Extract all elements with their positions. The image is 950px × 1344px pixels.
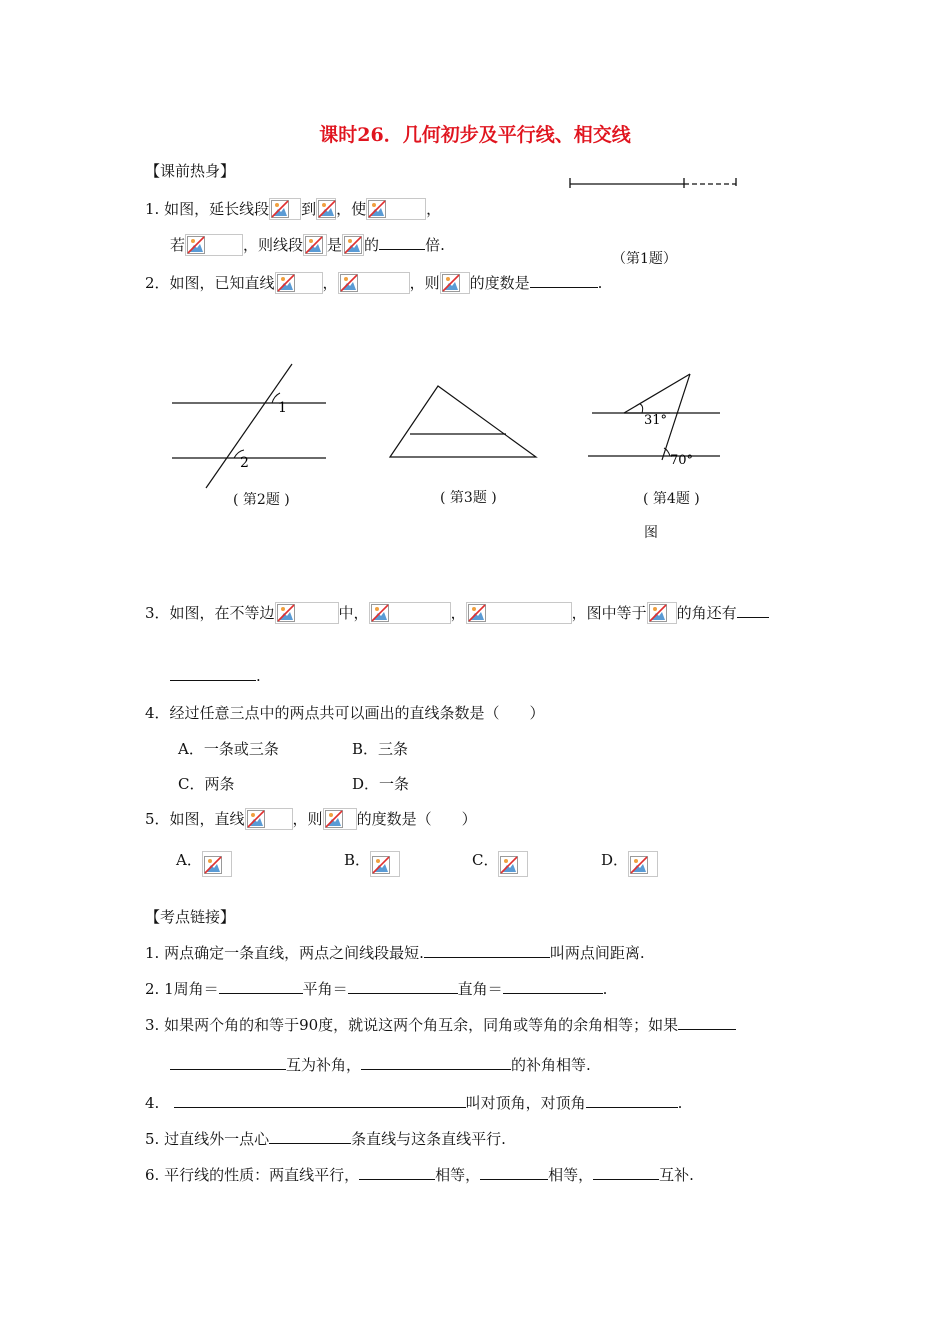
option-4-a[interactable]: A．一条或三条 — [178, 740, 279, 758]
question-2: 2．如图，已知直线 ， ，则 的度数是 . — [145, 274, 603, 292]
angle-1-label: 1 — [278, 400, 287, 416]
broken-image-icon — [204, 856, 222, 874]
option-5-d[interactable]: D． — [601, 850, 658, 877]
formula-image — [269, 198, 301, 220]
option-4-c[interactable]: C．两条 — [178, 775, 235, 793]
formula-image — [342, 234, 364, 256]
broken-image-icon — [371, 604, 389, 622]
answer-blank[interactable] — [424, 943, 550, 958]
broken-image-icon — [305, 236, 323, 254]
formula-image — [275, 602, 339, 624]
answer-blank[interactable] — [379, 235, 425, 250]
point-5: 5. 过直线外一点心 条直线与这条直线平行. — [145, 1130, 506, 1148]
answer-blank[interactable] — [359, 1165, 435, 1180]
formula-image — [366, 198, 426, 220]
figure-1-caption: （第1题） — [612, 251, 677, 267]
option-5-b[interactable]: B． — [344, 850, 400, 877]
formula-image — [440, 272, 470, 294]
broken-image-icon — [187, 236, 205, 254]
page-title: 课时26．几何初步及平行线、相交线 — [319, 124, 631, 146]
answer-blank[interactable] — [678, 1015, 736, 1030]
figure-3-triangle — [386, 382, 540, 462]
broken-image-icon — [247, 810, 265, 828]
angle-2-label: 2 — [240, 455, 249, 471]
point-4: 4. 叫对顶角，对顶角 . — [145, 1094, 683, 1112]
broken-image-icon — [500, 856, 518, 874]
figure-4-caption: ( 第4题 ) — [643, 491, 700, 507]
formula-image — [498, 851, 528, 877]
question-5: 5．如图，直线 ，则 的度数是（ ） — [145, 810, 477, 828]
question-1-line-2: 若 ，则线段 是 的 倍. — [170, 236, 445, 254]
broken-image-icon — [277, 274, 295, 292]
broken-image-icon — [442, 274, 460, 292]
broken-image-icon — [468, 604, 486, 622]
formula-image — [370, 851, 400, 877]
question-1-line-1: 1. 如图，延长线段 到 ，使 ， — [145, 200, 442, 218]
answer-blank[interactable] — [593, 1165, 659, 1180]
question-3-continued: . — [170, 666, 261, 686]
point-3-continued: 互为补角， 的补角相等. — [170, 1055, 591, 1075]
answer-blank[interactable] — [361, 1055, 511, 1070]
point-6: 6. 平行线的性质：两直线平行， 相等， 相等， 互补. — [145, 1166, 694, 1184]
point-1: 1. 两点确定一条直线，两点之间线段最短. 叫两点间距离. — [145, 944, 645, 962]
formula-image — [369, 602, 451, 624]
broken-image-icon — [318, 200, 336, 218]
formula-image — [303, 234, 327, 256]
broken-image-icon — [277, 604, 295, 622]
answer-blank[interactable] — [219, 979, 303, 994]
answer-blank[interactable] — [737, 603, 769, 618]
formula-image — [275, 272, 323, 294]
formula-image — [316, 198, 336, 220]
broken-image-icon — [344, 236, 362, 254]
formula-image — [202, 851, 232, 877]
broken-image-icon — [372, 856, 390, 874]
angle-31-label: 31° — [644, 413, 668, 428]
section-heading-warmup: 【课前热身】 — [145, 162, 236, 180]
angle-70-label: 70° — [670, 453, 694, 468]
answer-blank[interactable] — [170, 1055, 286, 1070]
formula-image — [323, 808, 357, 830]
figure-3-caption: ( 第3题 ) — [440, 490, 497, 506]
point-3: 3. 如果两个角的和等于90度，就说这两个角互余，同角或等角的余角相等；如果 — [145, 1015, 736, 1035]
figure-2-parallel-lines — [168, 360, 333, 492]
formula-image — [647, 602, 677, 624]
answer-blank[interactable] — [480, 1165, 548, 1180]
point-2: 2. 1周角＝ 平角＝ 直角＝ . — [145, 980, 608, 998]
formula-image — [185, 234, 243, 256]
answer-blank[interactable] — [530, 273, 598, 288]
figure-2-caption: ( 第2题 ) — [233, 492, 290, 508]
question-3: 3．如图，在不等边 中， ， ，图中等于 的角还有 — [145, 602, 769, 624]
answer-blank[interactable] — [269, 1129, 351, 1144]
broken-image-icon — [649, 604, 667, 622]
formula-image — [245, 808, 293, 830]
figure-4-extra-label: 图 — [644, 525, 658, 541]
answer-blank[interactable] — [174, 1093, 466, 1108]
question-4: 4．经过任意三点中的两点共可以画出的直线条数是（ ） — [145, 704, 545, 722]
answer-blank[interactable] — [503, 979, 603, 994]
figure-1-segment — [566, 174, 742, 190]
formula-image — [338, 272, 410, 294]
broken-image-icon — [271, 200, 289, 218]
answer-blank[interactable] — [170, 666, 256, 681]
broken-image-icon — [368, 200, 386, 218]
option-4-d[interactable]: D．一条 — [352, 775, 410, 793]
broken-image-icon — [630, 856, 648, 874]
answer-blank[interactable] — [348, 979, 458, 994]
broken-image-icon — [340, 274, 358, 292]
broken-image-icon — [325, 810, 343, 828]
section-heading-links: 【考点链接】 — [145, 908, 236, 926]
formula-image — [628, 851, 658, 877]
formula-image — [466, 602, 572, 624]
option-4-b[interactable]: B．三条 — [352, 740, 409, 758]
option-5-a[interactable]: A． — [176, 850, 232, 877]
answer-blank[interactable] — [586, 1093, 678, 1108]
option-5-c[interactable]: C． — [472, 850, 528, 877]
figure-4-triangle-parallel — [586, 370, 726, 470]
